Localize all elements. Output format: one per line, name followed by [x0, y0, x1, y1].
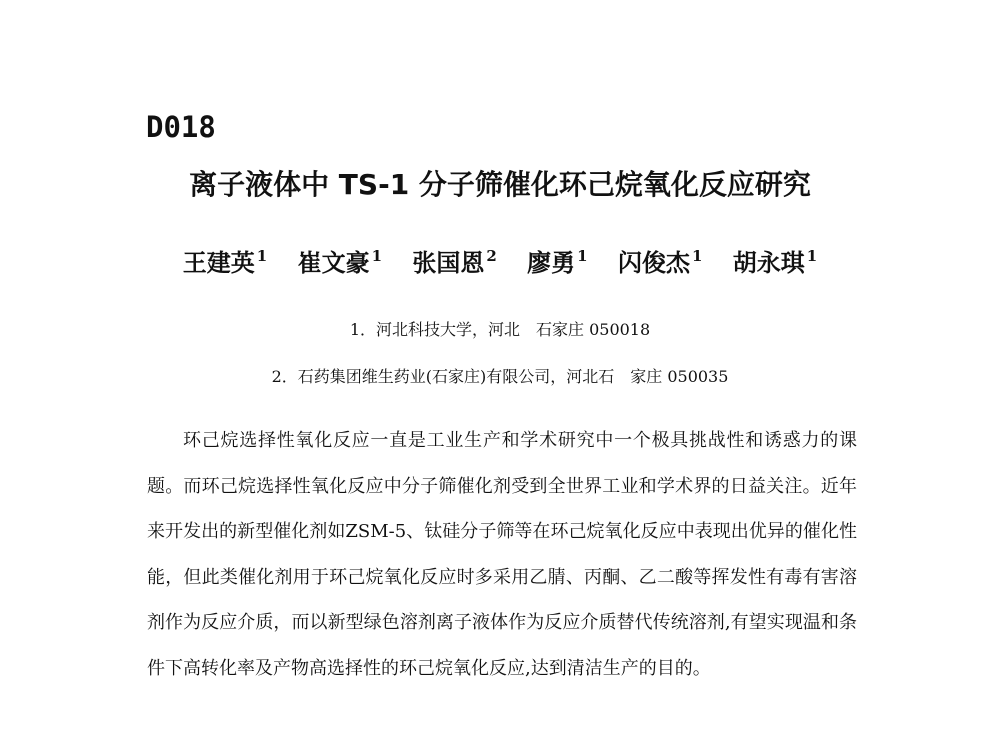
author-affiliation-mark: 1: [256, 247, 268, 265]
author-name: 闪俊杰: [617, 248, 690, 277]
affiliation-1: 1．河北科技大学，河北 石家庄 050018: [349, 320, 651, 339]
author-3: [412, 238, 496, 281]
author-4: [527, 238, 587, 281]
author-affiliation-mark: 2: [486, 247, 497, 265]
abstract: [147, 418, 857, 691]
author-name: 张国恩: [412, 248, 485, 277]
author-name: 王建英: [182, 248, 255, 277]
author-affiliation-mark: 1: [691, 247, 703, 265]
author-5: [618, 238, 702, 281]
author-6: [733, 238, 817, 281]
author-name: 廖勇: [527, 248, 576, 277]
author-affiliation-mark: 1: [806, 247, 818, 265]
author-affiliation-mark: 1: [371, 247, 383, 265]
author-name: 胡永琪: [732, 248, 805, 277]
author-2: [298, 238, 382, 281]
author-list: [0, 238, 1000, 281]
paper-title: 离子液体中 TS-1 分子筛催化环己烷氧化反应研究: [189, 168, 811, 201]
paper-code: D018: [146, 110, 216, 144]
author-affiliation-mark: 1: [577, 247, 588, 265]
author-name: 崔文豪: [297, 248, 370, 277]
affiliation-2: 2．石药集团维生药业(石家庄)有限公司，河北石 家庄 050035: [271, 367, 729, 386]
abstract-paragraph: 环己烷选择性氧化反应一直是工业生产和学术研究中一个极具挑战性和诱惑力的课题。而环己烷选择性氧化反应中分子筛催化剂受到全世界工业和学术界的日益关注。近年来开发出的新型催化剂如ZSM-5、钛硅分子筛等在环己烷氧化反应中表现出优异的催化性能，但此类催化剂用于环己烷氧化反应时多采用乙腈、丙酮、乙二酸等挥发性有毒有害溶剂作为反应介质，而以新型绿色溶剂离子液体作为反应介质替代传统溶剂,有望实现温和条件下高转化率及产物高选择性的环己烷氧化反应,达到清洁生产的目的。: [147, 430, 857, 679]
author-1: [183, 238, 267, 281]
